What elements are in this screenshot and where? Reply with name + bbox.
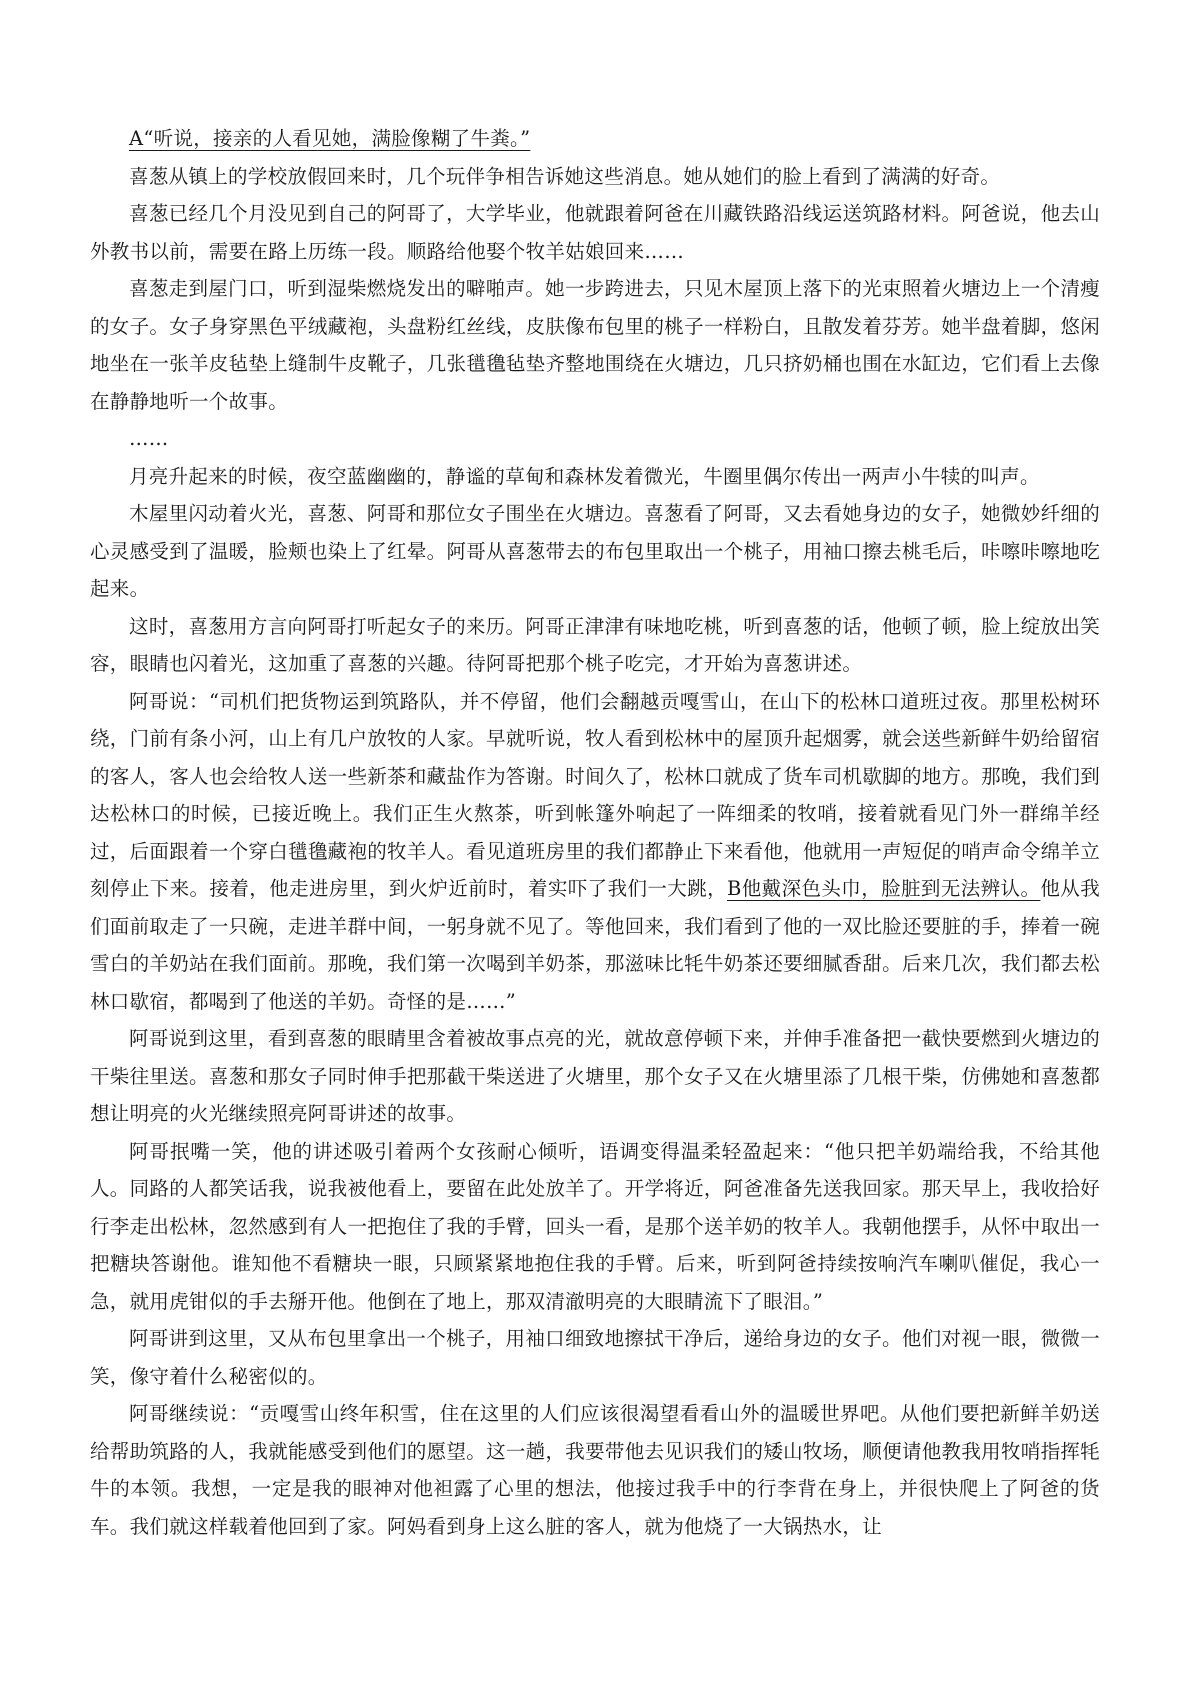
paragraph-text: 喜葱已经几个月没见到自己的阿哥了，大学毕业，他就跟着阿爸在川藏铁路沿线运送筑路材料。阿爸说，他去山外教书以前，需要在路上历练一段。顺路给他娶个牧羊姑娘回来…… (90, 202, 1100, 263)
paragraph-text: 喜葱从镇上的学校放假回来时，几个玩伴争相告诉她这些消息。她从她们的脸上看到了满满的好奇。 (129, 164, 1001, 188)
paragraph (90, 683, 1100, 1021)
paragraph-text: 阿哥讲到这里，又从布包里拿出一个桃子，用袖口细致地擦拭干净后，递给身边的女子。他们对视一眼，微微一笑，像守着什么秘密似的。 (90, 1327, 1100, 1388)
paragraph-text: 这时，喜葱用方言向阿哥打听起女子的来历。阿哥正津津有味地吃桃，听到喜葱的话，他顿了顿，脸上绽放出笑容，眼睛也闪着光，这加重了喜葱的兴趣。待阿哥把那个桃子吃完，才开始为喜葱讲述。 (90, 614, 1100, 675)
paragraph-text: 阿哥继续说：“贡嘎雪山终年积雪，住在这里的人们应该很渴望看看山外的温暖世界吧。从他们要把新鲜羊奶送给帮助筑路的人，我就能感受到他们的愿望。这一趟，我要带他去见识我们的矮山牧场，顺便请他教我用牧哨指挥牦牛的本领。我想，一定是我的眼神对他袒露了心里的想法，他接过我手中的行李背在身上，并很快爬上了阿爸的货车。我们就这样载着他回到了家。阿妈看到身上这么脏的客人，就为他烧了一大锅热水，让 (90, 1402, 1100, 1538)
paragraph (90, 608, 1100, 683)
paragraph (90, 120, 1100, 158)
paragraph-text: 阿哥说：“司机们把货物运到筑路队，并不停留，他们会翻越贡嘎雪山，在山下的松林口道班过夜。那里松树环绕，门前有条小河，山上有几户放牧的人家。早就听说，牧人看到松林中的屋顶升起烟雾，就会送些新鲜牛奶给留宿的客人，客人也会给牧人送一些新茶和藏盐作为答谢。时间久了，松林口就成了货车司机歇脚的地方。那晚，我们到达松林口的时候，已接近晚上。我们正生火熬茶，听到帐篷外响起了一阵细柔的牧哨，接着就看见门外一群绵羊经过，后面跟着一个穿白氆氇藏袍的牧羊人。看见道班房里的我们都静止下来看他，他就用一声短促的哨声命令绵羊立刻停止下来。接着，他走进房里，到火炉近前时，着实吓了我们一大跳， (90, 689, 1100, 900)
paragraph-text: 他从我们面前取走了一只碗，走进羊群中间，一躬身就不见了。等他回来，我们看到了他的一双比脸还要脏的手，捧着一碗雪白的羊奶站在我们面前。那晚，我们第一次喝到羊奶茶，那滋味比牦牛奶茶还要细腻香甜。后来几次，我们都去松林口歇宿，都喝到了他送的羊奶。奇怪的是……” (90, 877, 1100, 1013)
ellipsis-separator (90, 420, 1100, 458)
paragraph (90, 1320, 1100, 1395)
underlined-sentence-a: A“听说，接亲的人看见她，满脸像糊了牛粪。” (129, 127, 531, 150)
paragraph-text: 阿哥抿嘴一笑，他的讲述吸引着两个女孩耐心倾听，语调变得温柔轻盈起来：“他只把羊奶端给我，不给其他人。同路的人都笑话我，说我被他看上，要留在此处放羊了。开学将近，阿爸准备先送我回家。那天早上，我收拾好行李走出松林，忽然感到有人一把抱住了我的手臂，回头一看，是那个送羊奶的牧羊人。我朝他摆手，从怀中取出一把糖块答谢他。谁知他不看糖块一眼，只顾紧紧地抱住我的手臂。后来，听到阿爸持续按响汽车喇叭催促，我心一急，就用虎钳似的手去掰开他。他倒在了地上，那双清澈明亮的大眼睛流下了眼泪。” (90, 1139, 1100, 1313)
paragraph (90, 458, 1100, 496)
paragraph (90, 1395, 1100, 1545)
paragraph (90, 195, 1100, 270)
paragraph (90, 1133, 1100, 1321)
paragraph (90, 270, 1100, 420)
story-text (90, 120, 1100, 1545)
paragraph (90, 495, 1100, 608)
underlined-sentence-b: B他戴深色头巾，脸脏到无法辨认。 (727, 877, 1041, 900)
paragraph (90, 158, 1100, 196)
paragraph-text: 木屋里闪动着火光，喜葱、阿哥和那位女子围坐在火塘边。喜葱看了阿哥，又去看她身边的女子，她微妙纤细的心灵感受到了温暖，脸颊也染上了红晕。阿哥从喜葱带去的布包里取出一个桃子，用袖口擦去桃毛后，咔嚓咔嚓地吃起来。 (90, 502, 1100, 600)
paragraph-text: …… (129, 427, 169, 450)
paragraph-text: 喜葱走到屋门口，听到湿柴燃烧发出的噼啪声。她一步跨进去，只见木屋顶上落下的光束照着火塘边上一个清瘦的女子。女子身穿黑色平绒藏袍，头盘粉红丝线，皮肤像布包里的桃子一样粉白，且散发着芬芳。她半盘着脚，悠闲地坐在一张羊皮毡垫上缝制牛皮靴子，几张氆氇毡垫齐整地围绕在火塘边，几只挤奶桶也围在水缸边，它们看上去像在静静地听一个故事。 (90, 277, 1100, 413)
paragraph (90, 1020, 1100, 1133)
paragraph-text: 月亮升起来的时候，夜空蓝幽幽的，静谧的草甸和森林发着微光，牛圈里偶尔传出一两声小牛犊的叫声。 (129, 464, 1040, 488)
paragraph-text: 阿哥说到这里，看到喜葱的眼睛里含着被故事点亮的光，就故意停顿下来，并伸手准备把一截快要燃到火塘边的干柴往里送。喜葱和那女子同时伸手把那截干柴送进了火塘里，那个女子又在火塘里添了几根干柴，仿佛她和喜葱都想让明亮的火光继续照亮阿哥讲述的故事。 (90, 1027, 1100, 1125)
